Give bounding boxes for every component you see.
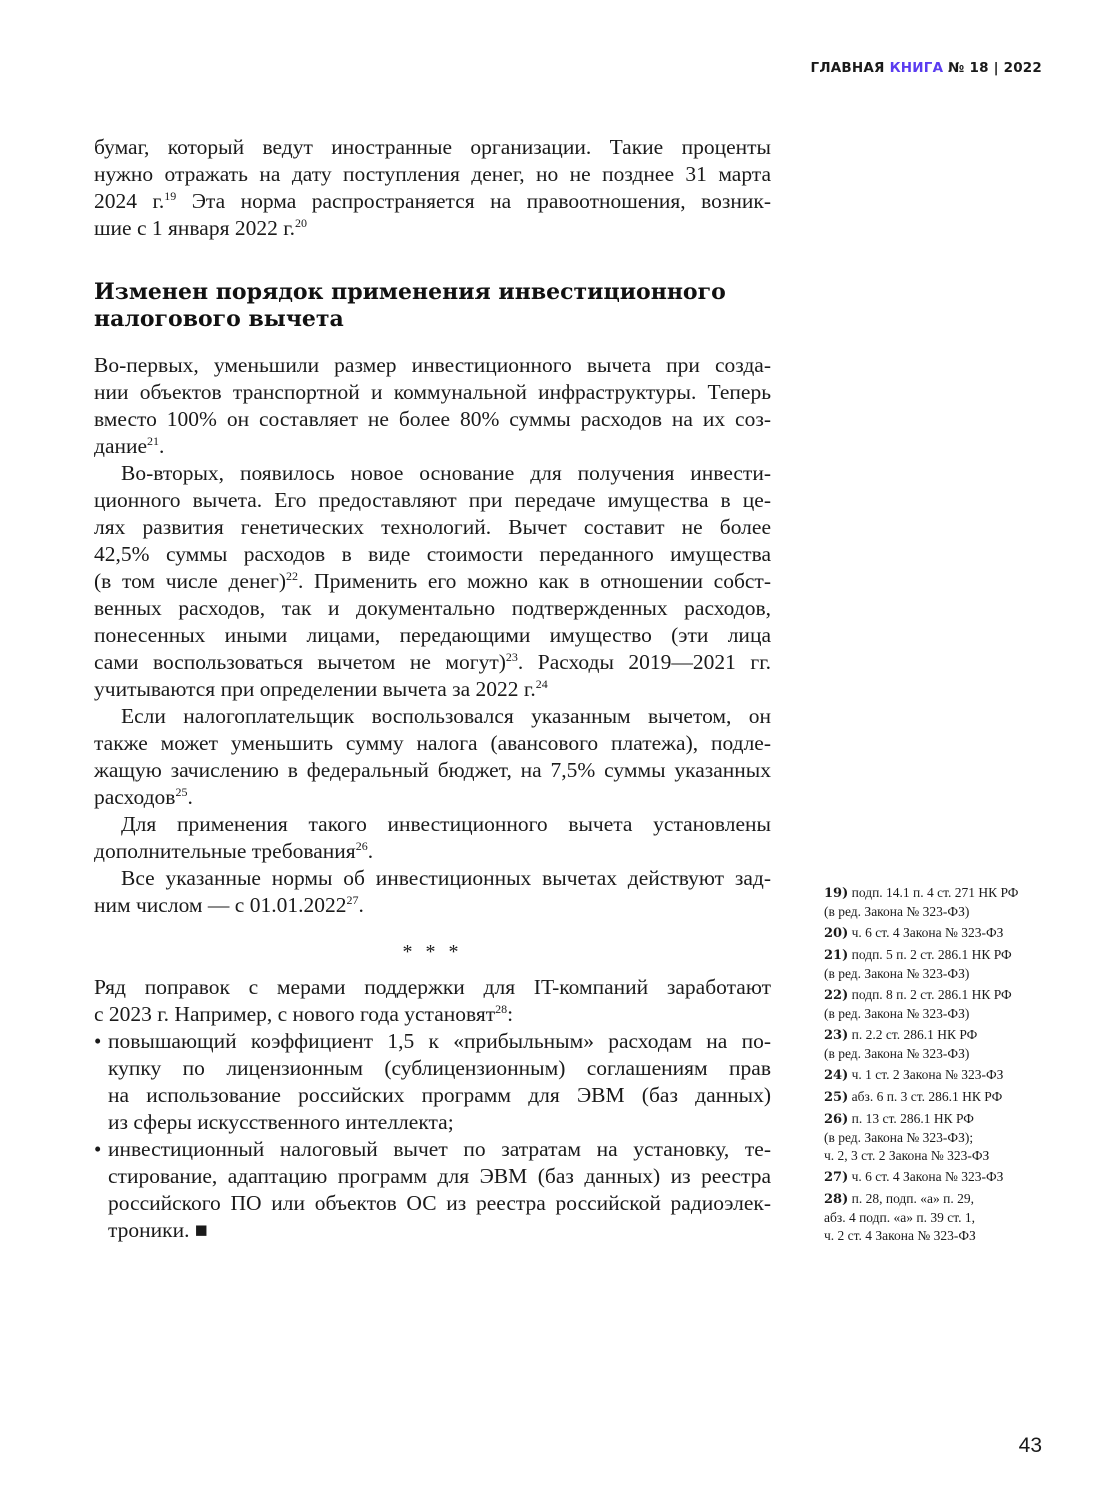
footnote [824,1066,1064,1085]
bullet-item [94,1028,771,1136]
text-line: жащую зачислению в федеральный бюджет, на 7,5% суммы указанных [94,758,771,782]
footnote [824,1190,1064,1245]
footnote-text: п. 13 ст. 286.1 НК РФ [848,1111,974,1126]
footnote-ref: 24 [535,677,548,691]
footnote-text: п. 28, подп. «а» п. 29, [848,1191,974,1206]
footnote-number: 27) [824,1170,849,1185]
footnote-text: (в ред. Закона № 323-ФЗ) [824,966,970,981]
text-line: лях развития генетических технологий. Вычет составит не более [94,515,771,539]
bullet-item [94,1136,771,1244]
text-line: повышающий коэффициент 1,5 к «прибыльным» расходам на по- [108,1029,771,1053]
footnote [824,986,1064,1023]
intro-paragraph [94,134,771,242]
footnote [824,1088,1064,1107]
footnote-ref: 25 [175,785,188,799]
text-line: на использование российских программ для ЭВМ (баз данных) [108,1083,771,1107]
footnote-number: 28) [824,1192,849,1207]
text-line: российского ПО или объектов ОС из реестра российской радиоэлек- [108,1191,771,1215]
separator: * * * [402,941,463,963]
footnote-ref: 20 [295,216,307,230]
text-line: 2024 г.$^{19}$ Эта норма распространяется на правоотношения, возник- [94,189,771,213]
text-line: нии объектов транспортной и коммунальной инфраструктуры. Теперь [94,380,771,404]
footnote-number: 19) [824,886,849,901]
text-line: ционного вычета. Его предоставляют при передаче имущества в це- [94,488,771,512]
text-line: ним числом — с 01.01.2022$^{27}$. [94,893,364,917]
text-line: дополнительные требования$^{26}$. [94,839,374,863]
footnote-number: 23) [824,1028,849,1043]
footnote [824,924,1064,943]
heading-line: налогового вычета [94,306,344,332]
footnote-text: (в ред. Закона № 323-ФЗ) [824,904,970,919]
footnote-text: (в ред. Закона № 323-ФЗ) [824,1046,970,1061]
footnote-text: абз. 4 подп. «а» п. 39 ст. 1, [824,1210,975,1225]
text-line: с 2023 г. Например, с нового года установят$^{28}$: [94,1002,514,1026]
text-line: (в том числе денег)$^{22}$. Применить его можно как в отношении собст- [94,569,771,593]
text-line: сами воспользоваться вычетом не могут)$^{23}$. Расходы 2019—2021 гг. [94,650,771,674]
footnote-ref: 21 [147,434,160,448]
footnote-text: (в ред. Закона № 323-ФЗ); [824,1130,974,1145]
text-line: расходов$^{25}$. [94,785,193,809]
footnote [824,1168,1064,1187]
brand-name: ГЛАВНАЯ [810,60,885,76]
footnote-text: ч. 2 ст. 4 Закона № 323-ФЗ [824,1228,976,1243]
text-line: понесенных иными лицами, передающими имущество (эти лица [94,623,771,647]
footnote-ref: 22 [286,569,298,583]
text-line: купку по лицензионным (сублицензионным) соглашениям прав [108,1056,771,1080]
text-line: дание$^{21}$. [94,434,165,458]
page-number: 43 [1018,1434,1042,1457]
paragraph [94,811,771,865]
text-line: 42,5% суммы расходов в виде стоимости переданного имущества [94,542,771,566]
text-line: шие с 1 января 2022 г.$^{20}$ [94,216,307,240]
section-body [94,352,771,919]
footnote-text: ч. 1 ст. 2 Закона № 323-ФЗ [848,1067,1004,1082]
footnote-number: 25) [824,1090,849,1105]
text-line: троники. ■ [108,1218,208,1242]
footnote-text: ч. 6 ст. 4 Закона № 323-ФЗ [848,1169,1004,1184]
section-heading [94,279,771,333]
paragraph [94,460,771,703]
footnote [824,1110,1064,1165]
paragraph [94,703,771,811]
footnote-number: 20) [824,926,849,941]
footnote-text: подп. 14.1 п. 4 ст. 271 НК РФ [848,885,1019,900]
footnote-text: п. 2.2 ст. 286.1 НК РФ [848,1027,978,1042]
text-line: из сферы искусственного интеллекта; [108,1110,454,1134]
footnote-number: 22) [824,988,849,1003]
footnote-ref: 28 [495,1002,508,1016]
issue-number: № 18 | 2022 [948,60,1042,76]
footnote [824,946,1064,983]
footnote-text: подп. 5 п. 2 ст. 286.1 НК РФ [848,947,1012,962]
footnote-text: (в ред. Закона № 323-ФЗ) [824,1006,970,1021]
it-section [94,974,771,1244]
bullet-icon: • [94,1029,102,1053]
footnote-number: 21) [824,948,849,963]
footnote-text: абз. 6 п. 3 ст. 286.1 НК РФ [848,1089,1003,1104]
text-line: венных расходов, так и документально подтвержденных расходов, [94,596,771,620]
text-line: Для применения такого инвестиционного вычета установлены [121,812,771,836]
footnote-text: ч. 2, 3 ст. 2 Закона № 323-ФЗ [824,1148,990,1163]
text-line: бумаг, который ведут иностранные организации. Такие проценты [94,135,771,159]
footnote-ref: 27 [346,893,359,907]
footnote-text: подп. 8 п. 2 ст. 286.1 НК РФ [848,987,1012,1002]
text-line: учитываются при определении вычета за 2022 г.$^{24}$ [94,677,548,701]
bullet-icon: • [94,1137,102,1161]
footnote-number: 26) [824,1112,849,1127]
running-header [811,60,1042,76]
footnote-ref: 23 [505,650,518,664]
text-line: нужно отражать на дату поступления денег, но не позднее 31 марта [94,162,771,186]
footnote-ref: 26 [355,839,368,853]
paragraph [94,352,771,460]
footnote-number: 24) [824,1068,849,1083]
text-line: инвестиционный налоговый вычет по затратам на установку, те- [108,1137,771,1161]
text-line: Во-первых, уменьшили размер инвестиционного вычета при созда- [94,353,771,377]
brand-name-accent: КНИГА [889,60,944,76]
text-line: Ряд поправок с мерами поддержки для IT-компаний заработают [94,975,771,999]
heading-line: Изменен порядок применения инвестиционного [94,279,726,305]
footnote [824,1026,1064,1063]
text-line: Все указанные нормы об инвестиционных вычетах действуют зад- [121,866,771,890]
footnote-text: ч. 6 ст. 4 Закона № 323-ФЗ [848,925,1004,940]
text-line: вместо 100% он составляет не более 80% суммы расходов на их соз- [94,407,771,431]
text-line: Во-вторых, появилось новое основание для получения инвести- [121,461,771,485]
footnote [824,884,1064,921]
text-line: Если налогоплательщик воспользовался указанным вычетом, он [121,704,771,728]
footnotes [824,884,1064,1248]
text-line: стирование, адаптацию программ для ЭВМ (баз данных) из реестра [108,1164,771,1188]
footnote-ref: 19 [164,189,177,203]
paragraph [94,865,771,919]
text-line: также может уменьшить сумму налога (авансового платежа), подле- [94,731,771,755]
